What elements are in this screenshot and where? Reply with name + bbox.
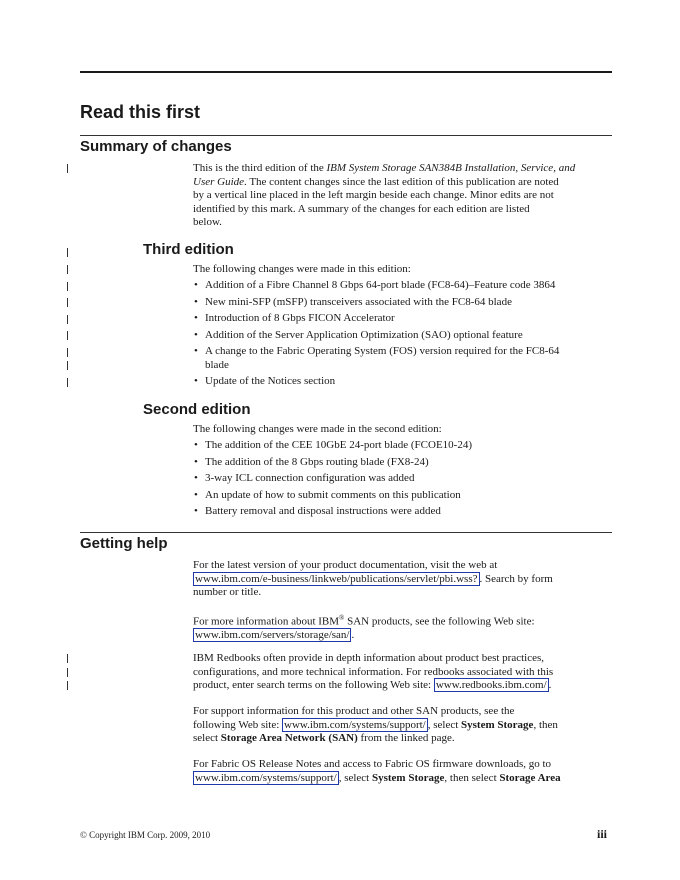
firmware-support-link[interactable]: www.ibm.com/systems/support/ [195,771,337,784]
summary-heading: Summary of changes [80,138,232,155]
list-item: • Addition of a Fibre Channel 8 Gbps 64-port blade (FC8-64)–Feature code 3864 [193,279,613,293]
help-text: . [351,629,355,642]
second-edition-intro: The following changes were made in the second edition: [193,423,442,435]
getting-help-heading: Getting help [80,535,168,552]
san-products-link[interactable]: www.ibm.com/servers/storage/san/ [195,629,350,642]
list-item: • The addition of the CEE 10GbE 24-port blade (FCOE10-24) [193,439,613,453]
help-text: . Search by form [479,572,553,585]
change-bar [67,248,68,257]
guide-title-cont: User Guide [193,175,245,188]
help-text: For support information for this product and other SAN products, see the [193,705,515,717]
third-edition-heading: Third edition [143,241,234,258]
bold-term: Storage Area [499,771,561,784]
summary-intro-line: identified by this mark. A summary of the changes for each edition are listed [193,202,530,215]
help-text: For Fabric OS Release Notes and access to Fabric OS firmware downloads, go to [193,758,552,770]
change-bar [67,348,68,357]
bold-term: System Storage [371,771,445,784]
help-text: number or title. [193,586,262,598]
list-item [193,345,613,372]
change-bar [67,331,68,340]
help-text: , select [427,718,462,731]
help-text: following Web site: [193,718,283,731]
second-edition-heading: Second edition [143,401,251,418]
help-paragraph-2 [193,612,613,643]
change-bar [67,298,68,307]
help-text: from the linked page. [357,732,455,744]
summary-intro-line: by a vertical line placed in the left margin beside each change. Minor edits are not [193,189,554,201]
page-number: iii [597,827,608,841]
list-item-text: A change to the Fabric Operating System (FOS) version required for the FC8-64 [205,345,560,357]
list-item: • Battery removal and disposal instructions were added [193,505,613,519]
list-item: • Addition of the Server Application Optimization (SAO) optional feature [193,329,613,343]
help-text: product, enter search terms on the following Web site: [193,679,434,691]
help-text: For the latest version of your product documentation, visit the web at [193,559,498,571]
publications-link[interactable]: www.ibm.com/e-business/linkweb/publications/servlet/pbi.wss? [195,572,478,585]
summary-intro-line: below. [193,216,222,228]
change-bar [67,164,68,173]
help-text: SAN products, see the following Web site: [344,615,535,628]
summary-intro [193,162,613,230]
change-bar [67,681,68,690]
change-bar [67,378,68,387]
help-paragraph-4 [193,705,613,746]
top-rule [80,71,612,73]
list-item: • 3-way ICL connection configuration was added [193,472,613,486]
help-paragraph-5 [193,758,613,785]
change-bar [67,668,68,677]
help-text: , then select [444,771,500,784]
help-text: For more information about IBM [193,615,340,628]
second-edition-list [193,439,613,522]
guide-title: IBM System Storage SAN384B Installation, Service, and [326,162,576,174]
change-bar [67,361,68,370]
list-item: • New mini-SFP (mSFP) transceivers associated with the FC8-64 blade [193,296,613,310]
bold-term: Storage Area Network (SAN) [220,732,358,744]
list-item: • An update of how to submit comments on this publication [193,489,613,503]
list-item: • Introduction of 8 Gbps FICON Accelerator [193,312,613,326]
help-text: . [548,679,552,691]
help-text: , select [338,771,372,784]
change-bar [67,315,68,324]
summary-intro-text: This is the third edition of the [193,162,327,174]
help-text: configurations, and more technical information. For redbooks associated with this [193,665,554,678]
redbooks-link[interactable]: www.redbooks.ibm.com/ [435,679,547,691]
summary-rule [80,135,612,136]
list-item-cont: blade [205,358,229,371]
third-edition-intro: The following changes were made in this edition: [193,263,411,275]
bold-term: System Storage [461,718,534,731]
list-item: • The addition of the 8 Gbps routing blade (FX8-24) [193,456,613,470]
support-link[interactable]: www.ibm.com/systems/support/ [284,718,426,731]
change-bar [67,282,68,291]
change-bar [67,654,68,663]
help-text: select [193,732,221,744]
summary-intro-text: . The content changes since the last edition of this publication are noted [244,175,559,188]
list-item: • Update of the Notices section [193,375,613,389]
help-rule [80,532,612,533]
help-text: , then [533,718,558,731]
third-edition-list [193,279,613,392]
help-paragraph-1 [193,559,613,600]
copyright: © Copyright IBM Corp. 2009, 2010 [80,830,211,840]
change-bar [67,265,68,274]
help-paragraph-3 [193,652,613,693]
help-text: IBM Redbooks often provide in depth information about product best practices, [193,652,545,664]
registered-mark: ® [339,614,345,622]
page-title: Read this first [80,102,201,122]
